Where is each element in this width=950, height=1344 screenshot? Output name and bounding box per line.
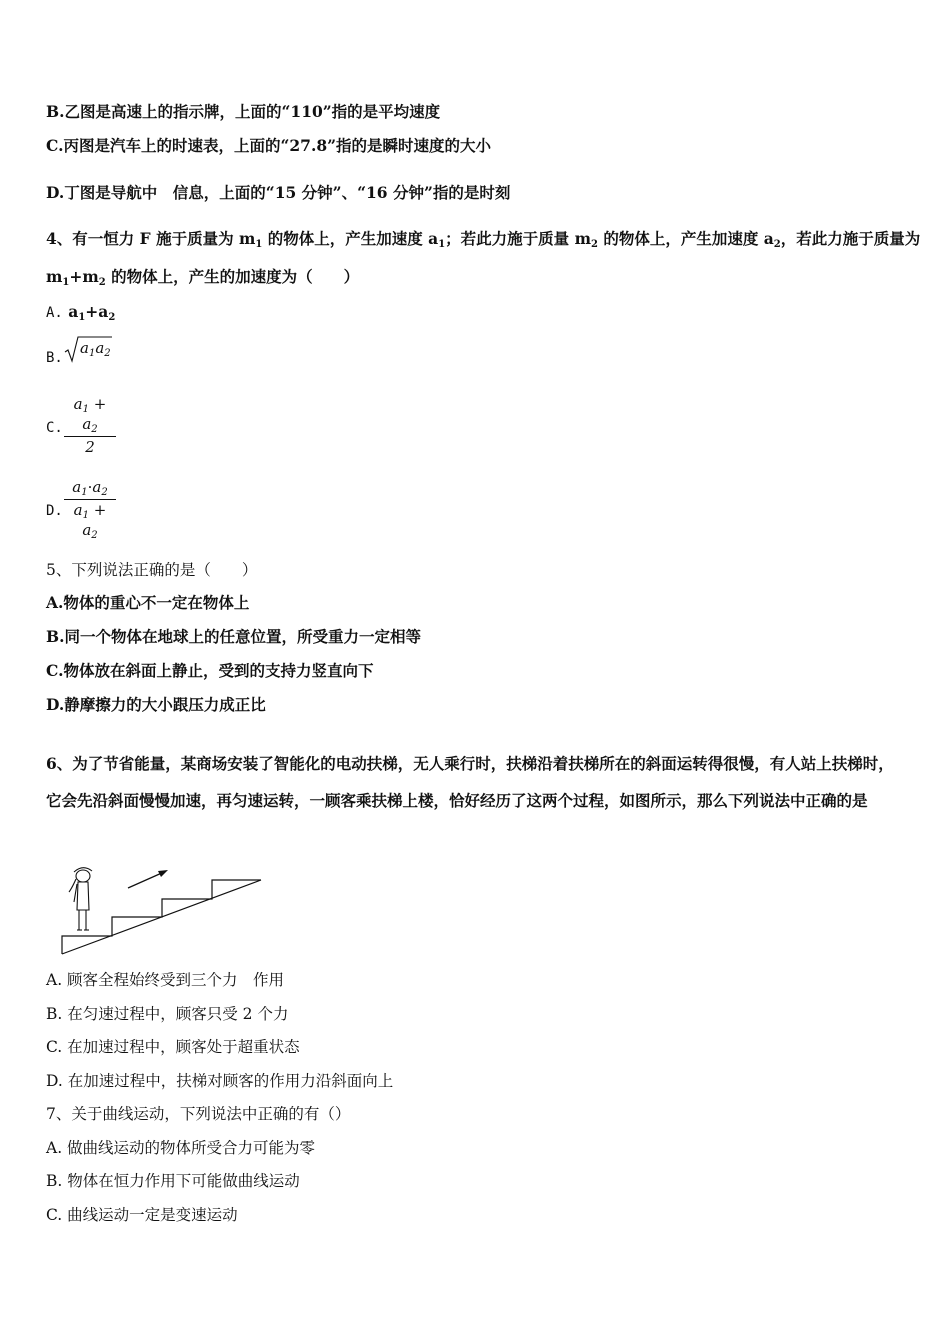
arrow-head-icon — [158, 870, 168, 877]
q3-option-b: B.乙图是高速上的指示牌，上面的“110”指的是平均速度 — [46, 102, 441, 121]
q4-option-b-label: B. — [46, 350, 63, 366]
q6-option-a: A. 顾客全程始终受到三个力 作用 — [46, 971, 285, 989]
q4-option-c-label: C. — [46, 420, 63, 436]
q4-option-d-label: D. — [46, 503, 63, 519]
q6-stem: 6、为了节省能量，某商场安装了智能化的电动扶梯，无人乘行时，扶梯沿着扶梯所在的斜面运转得很慢，有人站上扶梯时，它会先沿斜面慢慢加速，再匀速运转，一顾客乘扶梯上楼，恰好经历了这两个过程，如图所示，那么下列说法中正确的是 — [46, 754, 894, 810]
q6-option-b: B. 在匀速过程中，顾客只受 2 个力 — [46, 1005, 289, 1023]
q4-option-b-sqrt: $a_1a_2$ — [64, 334, 114, 368]
q5-stem: 5、下列说法正确的是（ ） — [46, 561, 258, 579]
q4-stem-line2: $m_1+m_2$ 的物体上，产生的加速度为（ ） — [46, 267, 360, 288]
escalator-figure — [56, 862, 271, 960]
fraction-bar — [64, 436, 116, 437]
q5-option-d: D.静摩擦力的大小跟压力成正比 — [46, 695, 266, 714]
q6-option-c: C. 在加速过程中，顾客处于超重状态 — [46, 1038, 300, 1056]
q4-option-a: A. $a_1+a_2$ — [46, 302, 116, 323]
q7-option-c: C. 曲线运动一定是变速运动 — [46, 1206, 238, 1224]
motion-arrow-icon — [128, 872, 164, 888]
q4-option-c-fraction: $a_1 + a_2$ 2 — [64, 395, 116, 456]
fraction-bar — [64, 499, 116, 500]
q7-stem: 7、关于曲线运动，下列说法中正确的有（） — [46, 1105, 351, 1123]
q4-stem-line1: 4、有一恒力 F 施于质量为 $m_1$ 的物体上，产生加速度 $a_1$；若此力施于质量 $m_2$ 的物体上，产生加速度 $a_2$，若此力施于质量为 — [46, 229, 921, 250]
q6-option-d: D. 在加速过程中，扶梯对顾客的作用力沿斜面向上 — [46, 1072, 394, 1090]
q5-option-c: C.物体放在斜面上静止，受到的支持力竖直向下 — [46, 661, 374, 680]
q7-option-b: B. 物体在恒力作用下可能做曲线运动 — [46, 1172, 300, 1190]
q3-option-d: D.丁图是导航中 信息，上面的“15 分钟”、“16 分钟”指的是时刻 — [46, 183, 511, 202]
q4-option-d-fraction: $a_1\cdot a_2$ $a_1 + a_2$ — [64, 478, 116, 541]
q5-option-a: A.物体的重心不一定在物体上 — [46, 593, 250, 612]
q3-option-c: C.丙图是汽车上的时速表，上面的“27.8”指的是瞬时速度的大小 — [46, 136, 492, 155]
person-icon — [69, 868, 92, 930]
q7-option-a: A. 做曲线运动的物体所受合力可能为零 — [46, 1139, 316, 1157]
q5-option-b: B.同一个物体在地球上的任意位置，所受重力一定相等 — [46, 627, 421, 646]
